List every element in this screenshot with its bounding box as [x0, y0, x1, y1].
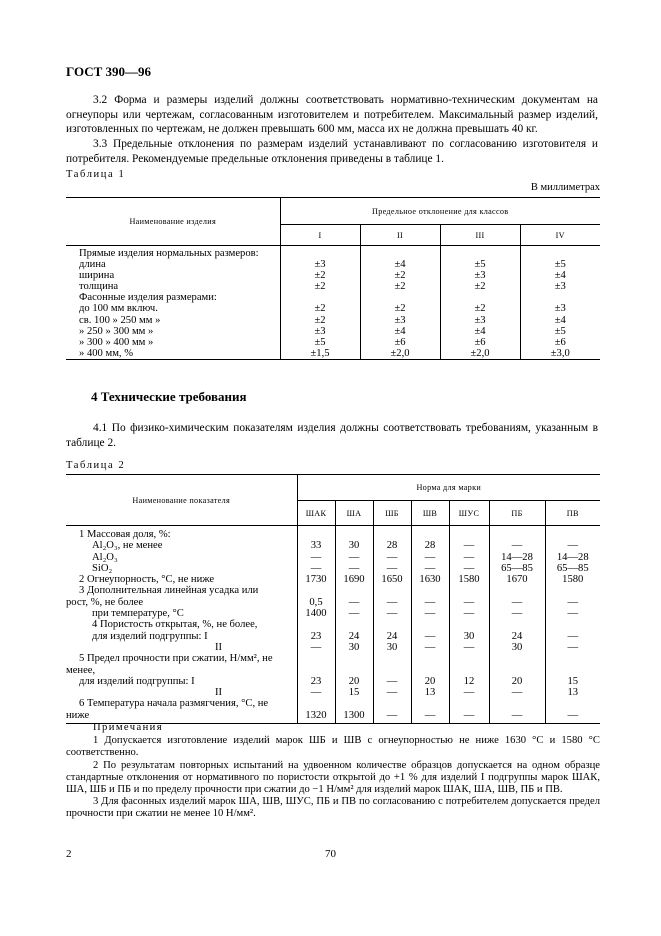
- cell-value: 1670: [489, 574, 545, 585]
- cell-value: [373, 698, 411, 709]
- row-label: менее,: [66, 664, 96, 676]
- cell-value: [449, 665, 489, 676]
- row-label: 4 Пористость открытая, %, не более,: [92, 619, 258, 631]
- table-row: [66, 585, 600, 596]
- cell-value: —: [335, 597, 373, 608]
- cell-value: 30: [449, 631, 489, 642]
- document-id: ГОСТ 390—96: [66, 64, 152, 79]
- table-row: [66, 563, 600, 574]
- cell-value: 1690: [335, 574, 373, 585]
- cell-value: —: [373, 608, 411, 619]
- cell-value: —: [297, 563, 335, 574]
- table2-notes: [66, 722, 600, 821]
- table1-header-group: Предельное отклонение для классов: [280, 198, 600, 225]
- cell-value: [449, 619, 489, 630]
- cell-value: 20: [489, 676, 545, 687]
- cell-value: —: [373, 552, 411, 563]
- cell-value: [545, 698, 600, 709]
- cell-value: 23: [297, 631, 335, 642]
- cell-value: [449, 698, 489, 709]
- table2-mark-sha: ША: [335, 501, 373, 526]
- cell-value: [335, 698, 373, 709]
- cell-value: —: [449, 563, 489, 574]
- table1-units: В миллиметрах: [530, 182, 600, 193]
- table-2: [66, 474, 600, 724]
- cell-value: —: [449, 687, 489, 698]
- cell-value: 65—85: [489, 563, 545, 574]
- row-label: Al₂O₃, не менее: [92, 540, 163, 552]
- row-label: для изделий подгруппы: I: [92, 630, 208, 642]
- cell-value: —: [297, 642, 335, 653]
- cell-value: —: [489, 540, 545, 551]
- table1-class-1: I: [280, 225, 360, 246]
- cell-value: —: [449, 608, 489, 619]
- cell-value: [411, 585, 449, 596]
- table1-header-name: Наименование изделия: [66, 198, 280, 246]
- note-1: 1 Допускается изготовление изделий марок ШБ и ШВ с огнеупорностью не ниже 1630 °С и 1580 °С соответственно.: [66, 734, 600, 758]
- table-row: [66, 597, 600, 608]
- table-1: [66, 197, 600, 360]
- cell-value: [335, 653, 373, 664]
- table-row: [66, 608, 600, 619]
- cell-value: 13: [545, 687, 600, 698]
- cell-value: 23: [297, 676, 335, 687]
- cell-value: [335, 665, 373, 676]
- cell-value: —: [449, 710, 489, 724]
- table2-label: Таблица 2: [66, 460, 126, 471]
- cell-value: —: [449, 597, 489, 608]
- cell-value: 13: [411, 687, 449, 698]
- table-row: [66, 631, 600, 642]
- cell-value: [373, 526, 411, 541]
- page-number-center: 70: [325, 848, 336, 860]
- row-label: Al₂O₃: [92, 551, 118, 563]
- cell-value: [545, 653, 600, 664]
- table-row: [66, 526, 600, 541]
- cell-value: —: [411, 563, 449, 574]
- cell-value: 1630: [411, 574, 449, 585]
- table1-label: Таблица 1: [66, 169, 126, 180]
- table-row: [66, 653, 600, 664]
- cell-value: [335, 585, 373, 596]
- cell-value: 30: [335, 642, 373, 653]
- note-2: 2 По результатам повторных испытаний на удвоенном количестве образцов допускается на одном образце стандартные отклонения от нормативного по пористости открытой до +1 % для изделий I подгруппы марок ШАК, ША, ШБ и ПБ и по пределу прочности при сжатии до −1 Н/мм² для изделий марок ШАК, ША, ШВ, ПБ и ПВ.: [66, 759, 600, 795]
- table-row: [66, 687, 600, 698]
- row-label: ниже: [66, 710, 297, 724]
- cell-value: —: [373, 676, 411, 687]
- cell-value: 15: [335, 687, 373, 698]
- cell-value: [545, 526, 600, 541]
- table-row: [66, 642, 600, 653]
- cell-value: 0,5: [297, 597, 335, 608]
- table2-header-group: Норма для марки: [297, 475, 600, 501]
- cell-value: —: [545, 631, 600, 642]
- cell-value: [297, 526, 335, 541]
- row-label: II: [215, 641, 223, 653]
- cell-value: 65—85: [545, 563, 600, 574]
- table1-values-2: ±4 ±2 ±2 ±2 ±3 ±4 ±6 ±2,0: [360, 246, 440, 360]
- table1-class-3: III: [440, 225, 520, 246]
- table-row: [66, 552, 600, 563]
- row-label: 3 Дополнительная линейная усадка или: [79, 585, 259, 597]
- cell-value: [335, 526, 373, 541]
- cell-value: 24: [489, 631, 545, 642]
- cell-value: 15: [545, 676, 600, 687]
- cell-value: —: [411, 710, 449, 724]
- cell-value: 20: [335, 676, 373, 687]
- cell-value: 14—28: [489, 552, 545, 563]
- paragraph-4-1: 4.1 По физико-химическим показателям изделия должны соответствовать требованиям, указанным в таблице 2.: [66, 422, 598, 449]
- cell-value: 28: [373, 540, 411, 551]
- table-row: [66, 698, 600, 709]
- table2-mark-pb: ПБ: [489, 501, 545, 526]
- table1-names: Прямые изделия нормальных размеров: длина ширина толщина Фасонные изделия размерами: до 100 мм включ. св. 100 » 250 мм » » 250 » 300 мм » » 300 » 400 мм » » 400 мм, %: [79, 248, 259, 359]
- cell-value: —: [335, 563, 373, 574]
- cell-value: —: [297, 552, 335, 563]
- cell-value: [411, 526, 449, 541]
- cell-value: 1300: [335, 710, 373, 724]
- cell-value: [373, 585, 411, 596]
- cell-value: —: [489, 608, 545, 619]
- cell-value: —: [411, 597, 449, 608]
- cell-value: [297, 653, 335, 664]
- row-label: SiO₂: [92, 562, 113, 574]
- row-label: для изделий подгруппы: I: [79, 675, 195, 687]
- cell-value: [489, 619, 545, 630]
- cell-value: —: [373, 687, 411, 698]
- cell-value: —: [373, 563, 411, 574]
- paragraph-3-2: 3.2 Форма и размеры изделий должны соответствовать нормативно-техническим документам на огнеупоры или чертежам, согласованным изготовителем и потребителем. Максимальный размер изделий, изготовленных по чертежам, не должен превышать 600 мм, масса их не должна превышать 40 кг.: [66, 94, 598, 136]
- cell-value: [411, 653, 449, 664]
- cell-value: [373, 665, 411, 676]
- cell-value: [335, 619, 373, 630]
- cell-value: 12: [449, 676, 489, 687]
- cell-value: —: [297, 687, 335, 698]
- cell-value: [411, 665, 449, 676]
- cell-value: 1400: [297, 608, 335, 619]
- table1-class-2: II: [360, 225, 440, 246]
- cell-value: —: [411, 608, 449, 619]
- cell-value: —: [545, 540, 600, 551]
- cell-value: [373, 619, 411, 630]
- cell-value: —: [411, 631, 449, 642]
- cell-value: —: [545, 642, 600, 653]
- cell-value: 1320: [297, 710, 335, 724]
- cell-value: 30: [489, 642, 545, 653]
- cell-value: [489, 698, 545, 709]
- cell-value: 30: [373, 642, 411, 653]
- cell-value: [489, 653, 545, 664]
- cell-value: 14—28: [545, 552, 600, 563]
- cell-value: —: [545, 710, 600, 724]
- cell-value: [489, 526, 545, 541]
- cell-value: [489, 585, 545, 596]
- cell-value: —: [373, 597, 411, 608]
- table1-class-4: IV: [520, 225, 600, 246]
- table2-mark-pv: ПВ: [545, 501, 600, 526]
- row-label: 2 Огнеупорность, °С, не ниже: [79, 574, 215, 586]
- cell-value: [297, 665, 335, 676]
- row-label: при температуре, °С: [92, 608, 184, 620]
- table2-mark-shus: ШУС: [449, 501, 489, 526]
- cell-value: —: [545, 597, 600, 608]
- paragraph-3-3: 3.3 Предельные отклонения по размерам изделий устанавливают по согласованию изготовителя и потребителя. Рекомендуемые предельные отклонения приведены в таблице 1.: [66, 138, 598, 165]
- row-label: 6 Температура начала размягчения, °С, не: [79, 698, 269, 710]
- cell-value: 33: [297, 540, 335, 551]
- table-row: [66, 619, 600, 630]
- table2-header-name: Наименование показателя: [66, 475, 297, 526]
- cell-value: —: [449, 642, 489, 653]
- cell-value: —: [335, 608, 373, 619]
- row-label: рост, %, не более: [66, 596, 144, 608]
- cell-value: —: [449, 540, 489, 551]
- cell-value: 1580: [545, 574, 600, 585]
- cell-value: [449, 653, 489, 664]
- table-row: [66, 676, 600, 687]
- cell-value: [545, 585, 600, 596]
- cell-value: —: [373, 710, 411, 724]
- cell-value: —: [449, 552, 489, 563]
- cell-value: —: [489, 687, 545, 698]
- cell-value: [449, 526, 489, 541]
- cell-value: 28: [411, 540, 449, 551]
- cell-value: 24: [335, 631, 373, 642]
- page-number-left: 2: [66, 848, 72, 860]
- table1-values-3: ±5 ±3 ±2 ±2 ±3 ±4 ±6 ±2,0: [440, 246, 520, 360]
- table2-mark-shb: ШБ: [373, 501, 411, 526]
- cell-value: [449, 585, 489, 596]
- cell-value: —: [489, 597, 545, 608]
- cell-value: —: [411, 642, 449, 653]
- cell-value: [545, 619, 600, 630]
- cell-value: [411, 619, 449, 630]
- cell-value: —: [411, 552, 449, 563]
- row-label: II: [215, 687, 223, 699]
- cell-value: [373, 653, 411, 664]
- cell-value: 1580: [449, 574, 489, 585]
- row-label: 5 Предел прочности при сжатии, Н/мм², не: [79, 653, 273, 665]
- notes-heading: Примечания: [93, 722, 163, 733]
- cell-value: 1730: [297, 574, 335, 585]
- cell-value: —: [545, 608, 600, 619]
- cell-value: [297, 585, 335, 596]
- cell-value: 20: [411, 676, 449, 687]
- cell-value: [545, 665, 600, 676]
- section-4-title: 4 Технические требования: [91, 389, 247, 404]
- cell-value: [297, 619, 335, 630]
- table-row: [66, 540, 600, 551]
- table1-values-4: ±5 ±4 ±3 ±3 ±4 ±5 ±6 ±3,0: [520, 246, 600, 360]
- cell-value: 30: [335, 540, 373, 551]
- row-label: 1 Массовая доля, %:: [79, 529, 171, 540]
- table1-values-1: ±3 ±2 ±2 ±2 ±2 ±3 ±5 ±1,5: [280, 246, 360, 360]
- table2-mark-shv: ШВ: [411, 501, 449, 526]
- cell-value: [411, 698, 449, 709]
- table-row: [66, 665, 600, 676]
- cell-value: 24: [373, 631, 411, 642]
- cell-value: —: [489, 710, 545, 724]
- cell-value: —: [335, 552, 373, 563]
- cell-value: [297, 698, 335, 709]
- note-3: 3 Для фасонных изделий марок ША, ШВ, ШУС, ПБ и ПВ по согласованию с потребителем допускается предел прочности при сжатии не менее 10 Н/мм².: [66, 796, 600, 820]
- cell-value: 1650: [373, 574, 411, 585]
- table2-mark-shak: ШАК: [297, 501, 335, 526]
- cell-value: [489, 665, 545, 676]
- table-row: [66, 574, 600, 585]
